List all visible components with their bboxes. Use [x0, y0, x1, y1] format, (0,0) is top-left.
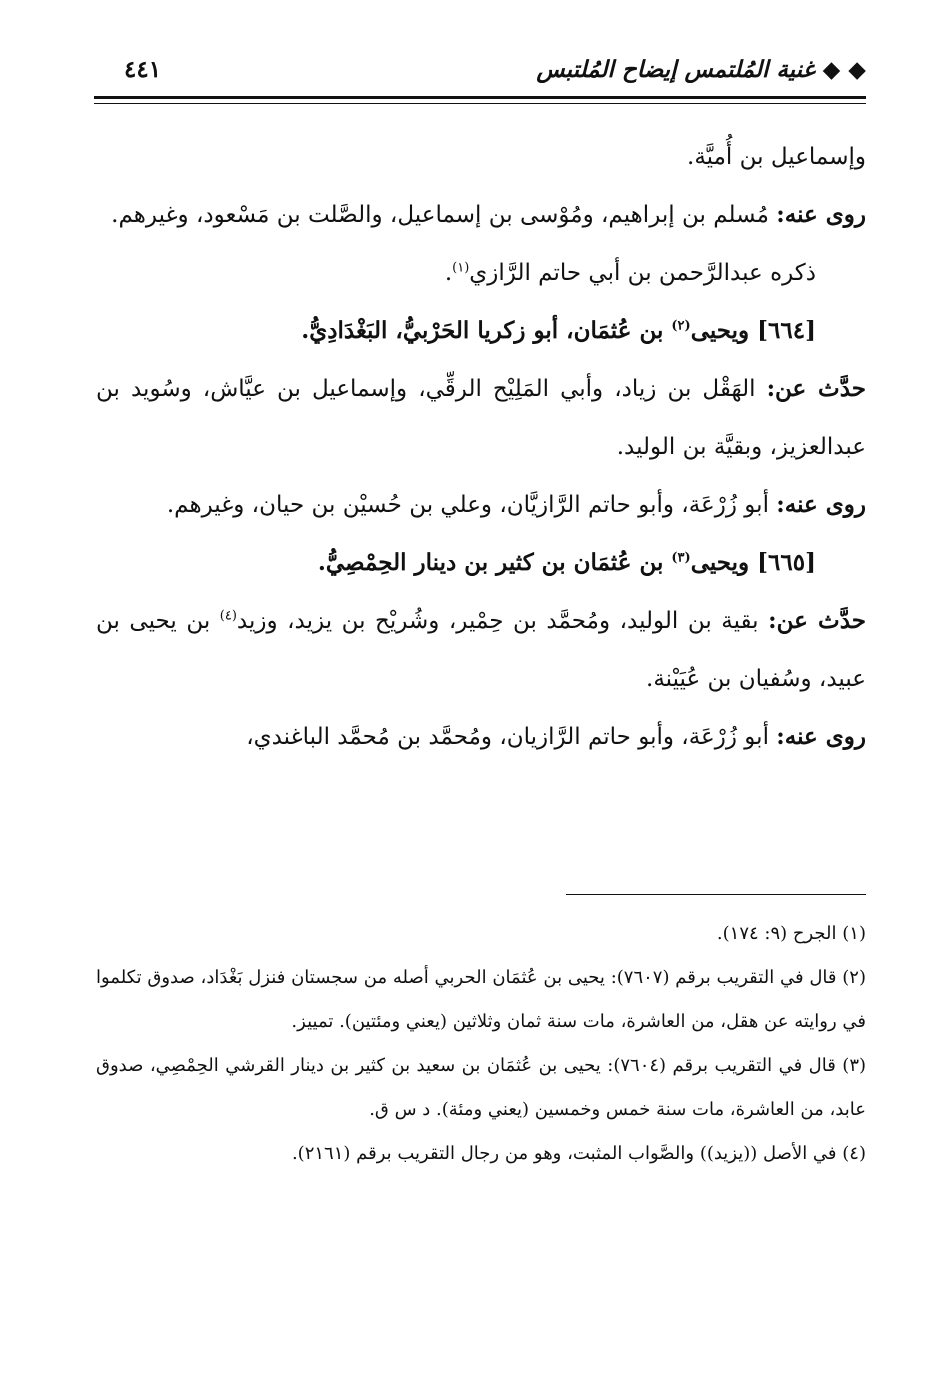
page-header	[94, 52, 866, 92]
paragraph-3	[96, 244, 866, 302]
page-number: ٤٤١	[124, 56, 162, 83]
footnote-3: (٣) قال في التقريب برقم (٧٦٠٤): يحيى بن عُثمَان بن سعيد بن كثير بن دينار القرشي الحِمْصِي، صدوق عابد، من العاشرة، مات سنة خمس وخمسين (يعني ومئة). د س ق.	[96, 1055, 867, 1120]
footnotes	[96, 912, 866, 1176]
paragraph-8	[96, 592, 866, 708]
paragraph-text: بقية بن الوليد، ومُحمَّد بن حِمْير، وشُريْح بن يزيد، وزيد	[236, 608, 769, 634]
paragraph-term: روى عنه:	[776, 491, 866, 518]
paragraph-text: وإسماعيل بن أُميَّة.	[687, 144, 866, 170]
paragraph-5	[96, 360, 866, 476]
main-text	[96, 128, 866, 766]
entry-665-heading	[96, 534, 866, 592]
entry-664-heading	[96, 302, 866, 360]
paragraph-tail: بن يحيى بن عبيد، وسُفيان بن عُيَيْنة.	[96, 608, 866, 692]
paragraph-term: حدَّث عن:	[766, 375, 866, 402]
paragraph-text: ذكره عبدالرَّحمن بن أبي حاتم الرَّازي	[469, 260, 816, 286]
footnote-ref: (١)	[452, 260, 470, 276]
paragraph-2	[96, 186, 866, 244]
running-title: ◆ ◆ غنية المُلتمس إيضاح المُلتبس	[536, 56, 866, 83]
paragraph-tail: .	[444, 260, 453, 286]
footnote-1: (١) الجرح (٩: ١٧٤).	[716, 923, 866, 944]
entry-tail: بن عُثمَان، أبو زكريا الحَرْبيُّ، البَغْدَادِيُّ.	[301, 317, 672, 344]
footnote-ref: (٤)	[219, 608, 237, 624]
paragraph-6	[96, 476, 866, 534]
paragraph-text: أبو زُرْعَة، وأبو حاتم الرَّازيَّان، وعلي بن حُسيْن بن حيان، وغيرهم.	[166, 492, 777, 518]
paragraph-9	[96, 708, 866, 766]
footnote-ref: (٣)	[671, 550, 691, 566]
entry-text: [٦٦٥] ويحيى	[690, 549, 816, 576]
entry-tail: بن عُثمَان بن كثير بن دينار الحِمْصِيُّ.	[317, 549, 672, 576]
paragraph-text: مُسلم بن إبراهيم، ومُوْسى بن إسماعيل، والصَّلت بن مَسْعود، وغيرهم.	[111, 202, 777, 228]
paragraph-term: روى عنه:	[776, 723, 866, 750]
footnote-2: (٢) قال في التقريب برقم (٧٦٠٧): يحيى بن عُثمَان الحربي أصله من سجستان فنزل بَغْدَاد، صدوق تكلموا في روايته عن هقل، من العاشرة، مات سنة ثمان وثلاثين (يعني ومئتين). تمييز.	[96, 967, 866, 1032]
footnote-4: (٤) في الأصل ((يزيد)) والصَّواب المثبت، وهو من رجال التقريب برقم (٢١٦١).	[291, 1143, 866, 1164]
footnote-ref: (٢)	[671, 318, 691, 334]
paragraph-term: حدَّث عن:	[768, 607, 866, 634]
entry-text: [٦٦٤] ويحيى	[690, 317, 816, 344]
header-rule-thick	[94, 96, 866, 99]
footnote-separator	[566, 894, 866, 895]
paragraph-text: أبو زُرْعَة، وأبو حاتم الرَّازيان، ومُحمَّد بن مُحمَّد الباغندي،	[246, 724, 777, 750]
header-rule-thin	[94, 103, 866, 104]
paragraph-text: الهَقْل بن زياد، وأبي المَلِيْح الرقِّي، وإسماعيل بن عيَّاش، وسُويد بن عبدالعزيز، وبقيَّة بن الوليد.	[96, 376, 866, 460]
paragraph-term: روى عنه:	[776, 201, 866, 228]
paragraph-1	[96, 128, 866, 186]
